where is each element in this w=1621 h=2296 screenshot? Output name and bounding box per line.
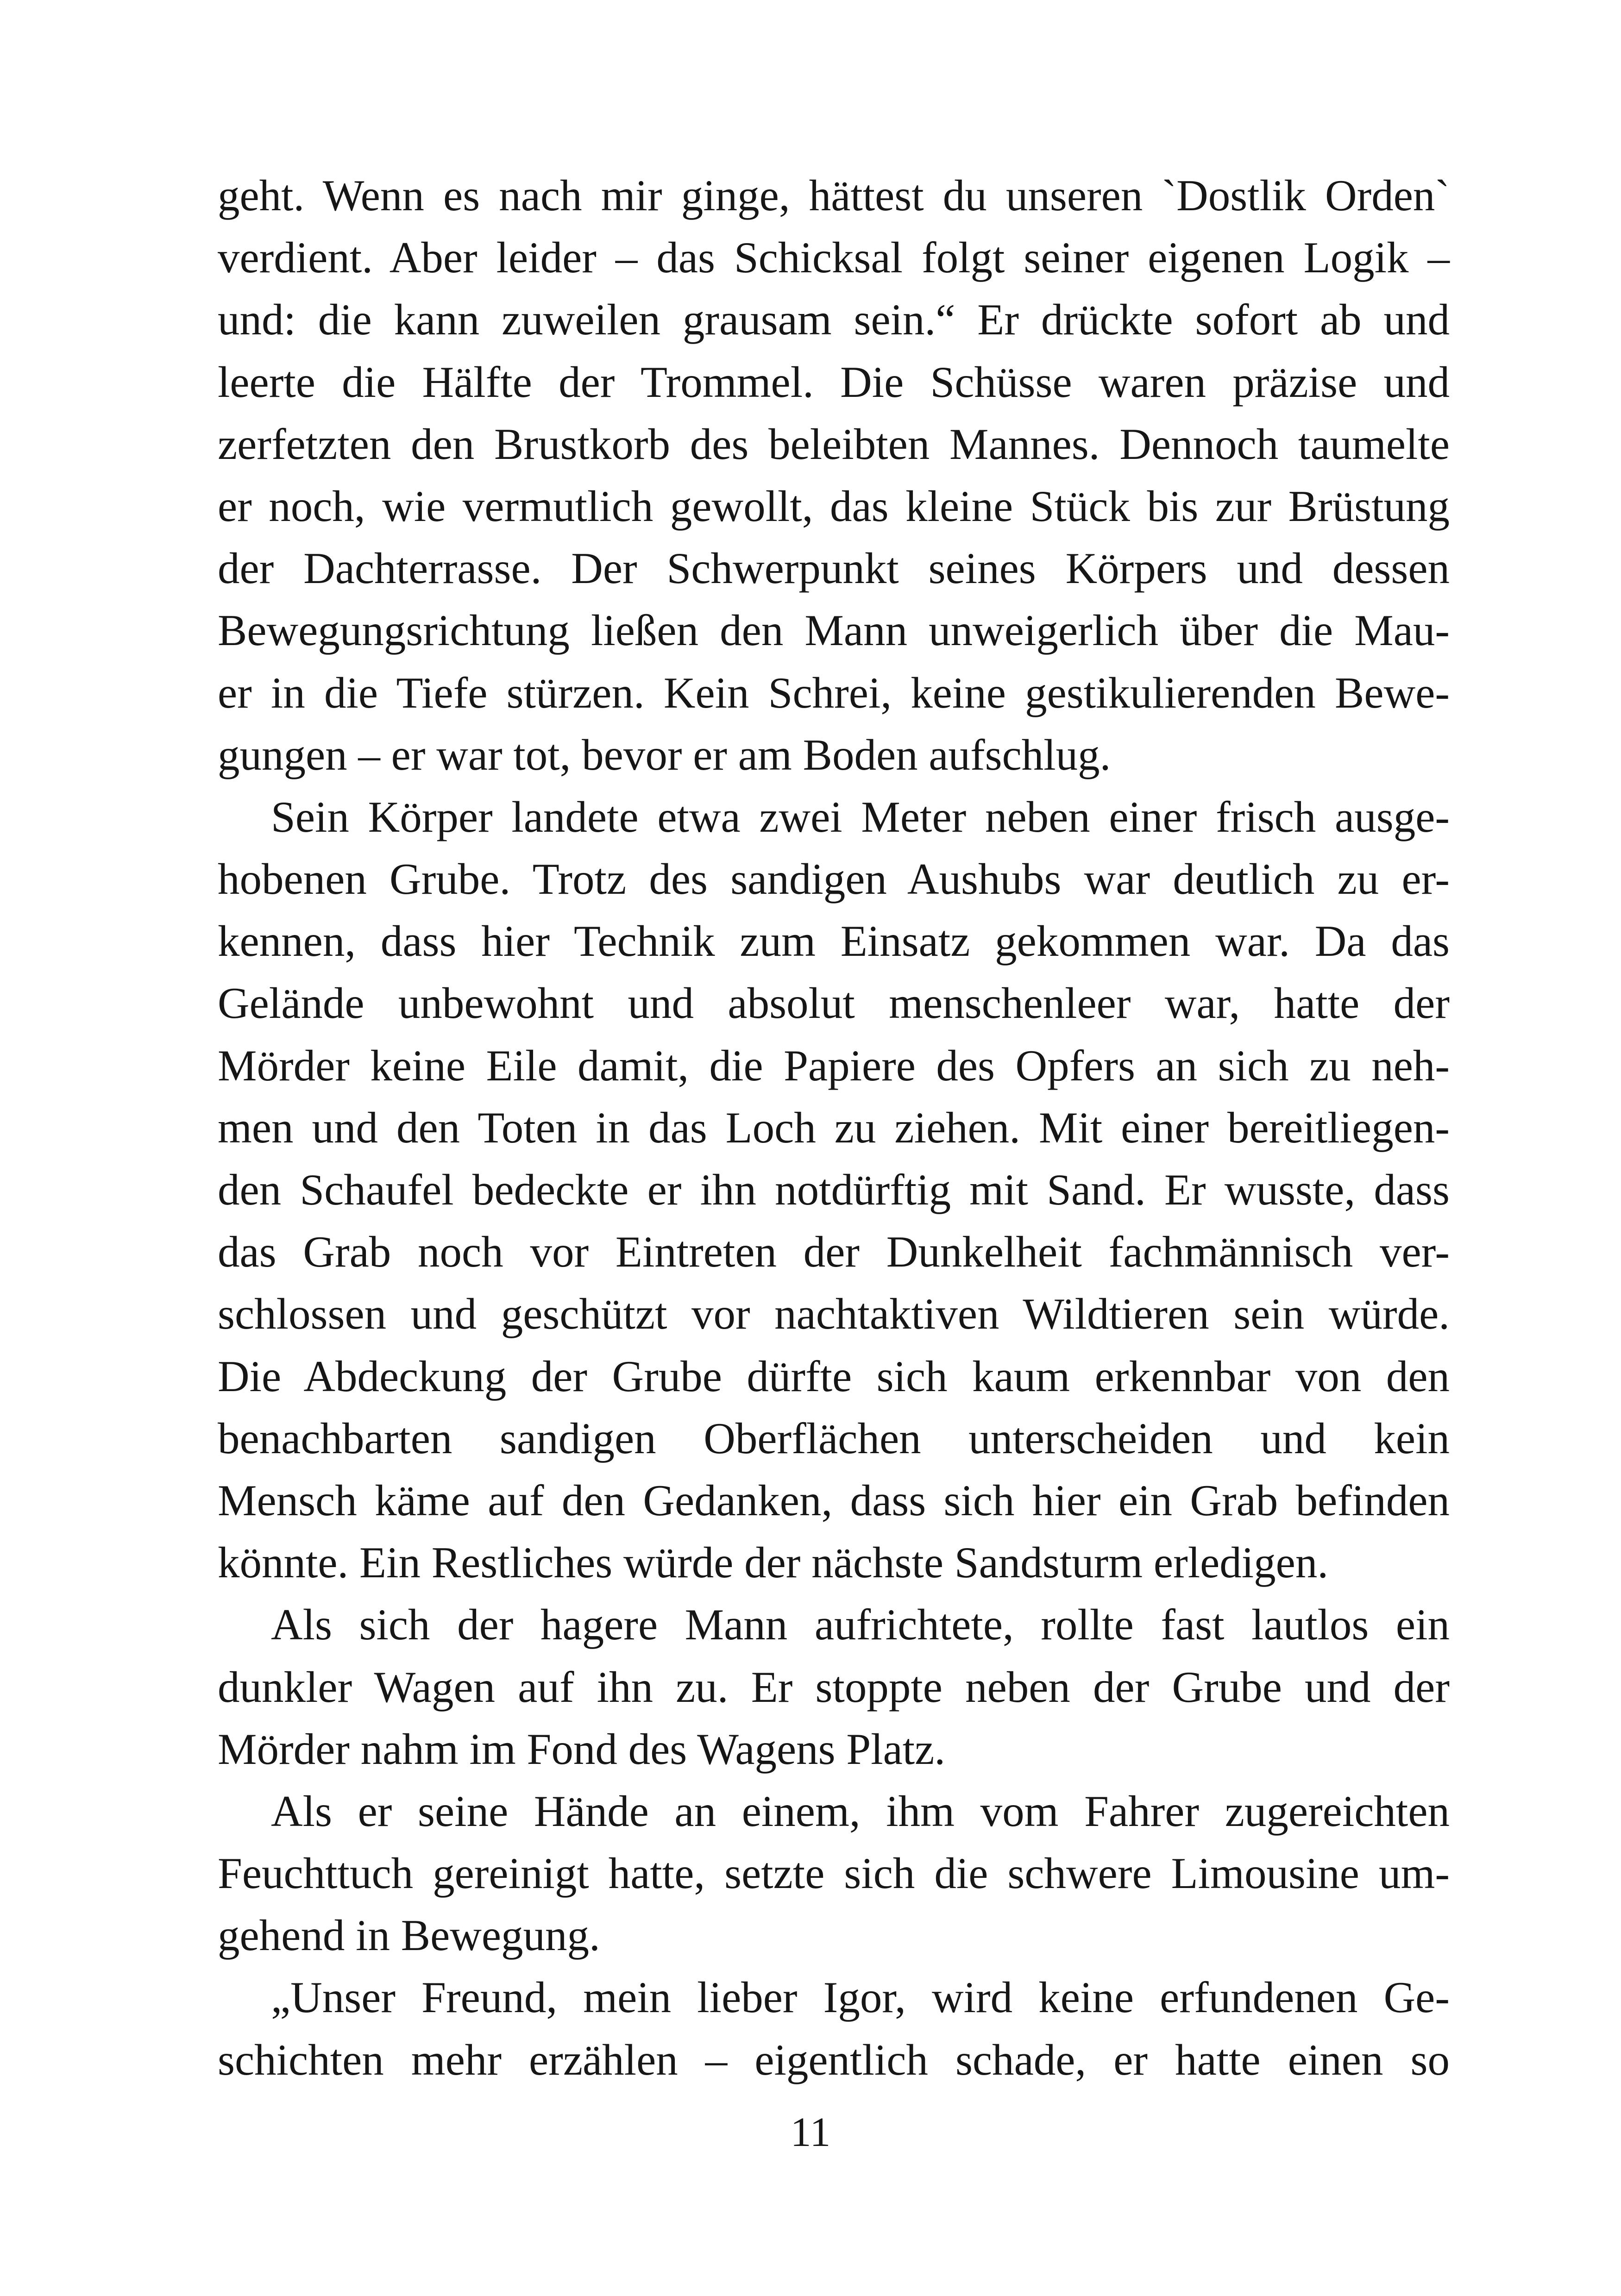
text-line: geht. Wenn es nach mir ginge, hättest du unseren `Dostlik Orden` xyxy=(218,171,1450,220)
text-line: er in die Tiefe stürzen. Kein Schrei, keine gestikulierenden Bewe- xyxy=(218,668,1450,717)
text-line: gungen – er war tot, bevor er am Boden aufschlug. xyxy=(218,730,1111,779)
page-number: 11 xyxy=(790,2109,831,2155)
text-line: gehend in Bewegung. xyxy=(218,1911,600,1960)
text-line: schlossen und geschützt vor nachtaktiven Wildtieren sein würde. xyxy=(218,1289,1450,1339)
text-line: hobenen Grube. Trotz des sandigen Aushubs war deutlich zu er- xyxy=(218,854,1450,904)
body-text xyxy=(218,164,1450,2091)
text-line: und: die kann zuweilen grausam sein.“ Er drückte sofort ab und xyxy=(218,295,1450,345)
text-line: er noch, wie vermutlich gewollt, das kleine Stück bis zur Brüstung xyxy=(218,481,1450,531)
text-line: Mensch käme auf den Gedanken, dass sich hier ein Grab befinden xyxy=(218,1475,1450,1525)
text-line: men und den Toten in das Loch zu ziehen. Mit einer bereitliegen- xyxy=(218,1103,1450,1152)
text-line: Bewegungsrichtung ließen den Mann unweigerlich über die Mau- xyxy=(218,606,1450,655)
text-line: den Schaufel bedeckte er ihn notdürftig mit Sand. Er wusste, dass xyxy=(218,1165,1450,1214)
text-line: benachbarten sandigen Oberflächen unterscheiden und kein xyxy=(218,1413,1450,1463)
text-line: „Unser Freund, mein lieber Igor, wird keine erfundenen Ge- xyxy=(271,1973,1450,2022)
text-line: Mörder keine Eile damit, die Papiere des Opfers an sich zu neh- xyxy=(218,1041,1450,1090)
text-line: das Grab noch vor Eintreten der Dunkelheit fachmännisch ver- xyxy=(218,1227,1450,1277)
text-line: könnte. Ein Restliches würde der nächste Sandsturm erledigen. xyxy=(218,1538,1329,1587)
text-line: zerfetzten den Brustkorb des beleibten Mannes. Dennoch taumelte xyxy=(218,419,1450,469)
text-line: der Dachterrasse. Der Schwerpunkt seines Körpers und dessen xyxy=(218,544,1450,593)
text-line: leerte die Hälfte der Trommel. Die Schüsse waren präzise und xyxy=(218,357,1450,407)
text-line: verdient. Aber leider – das Schicksal folgt seiner eigenen Logik – xyxy=(218,233,1450,282)
text-line: kennen, dass hier Technik zum Einsatz gekommen war. Da das xyxy=(218,916,1450,966)
text-line: dunkler Wagen auf ihn zu. Er stoppte neben der Grube und der xyxy=(218,1662,1450,1712)
text-line: Mörder nahm im Fond des Wagens Platz. xyxy=(218,1724,946,1774)
text-line: Feuchttuch gereinigt hatte, setzte sich die schwere Limousine um- xyxy=(218,1849,1450,1898)
text-line: schichten mehr erzählen – eigentlich schade, er hatte einen so xyxy=(218,2035,1450,2084)
text-line: Die Abdeckung der Grube dürfte sich kaum erkennbar von den xyxy=(218,1351,1450,1401)
text-line: Gelände unbewohnt und absolut menschenleer war, hatte der xyxy=(218,979,1450,1028)
text-line: Als sich der hagere Mann aufrichtete, rollte fast lautlos ein xyxy=(271,1600,1450,1650)
text-line: Sein Körper landete etwa zwei Meter neben einer frisch ausge- xyxy=(271,792,1450,841)
text-line: Als er seine Hände an einem, ihm vom Fahrer zugereichten xyxy=(271,1786,1450,1836)
